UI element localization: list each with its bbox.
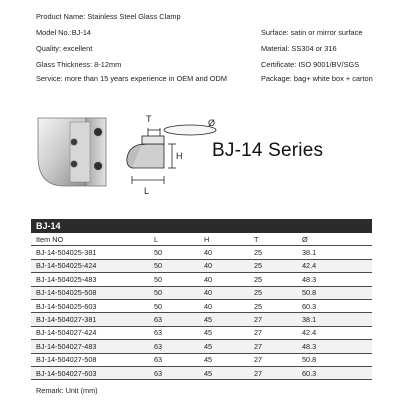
- cell-h: 40: [204, 301, 213, 311]
- cell-diameter: 50.8: [302, 355, 317, 365]
- cell-l: 63: [154, 355, 163, 365]
- table-row: [31, 366, 372, 379]
- cell-t: 25: [254, 274, 263, 284]
- cell-diameter: 48.3: [302, 341, 317, 351]
- cell-diameter: 60.3: [302, 301, 317, 311]
- cell-item-no: BJ-14-504025-483: [36, 274, 97, 284]
- dim-label-diameter: Ø: [208, 118, 216, 128]
- cell-h: 40: [204, 274, 213, 284]
- cell-l: 63: [154, 341, 163, 351]
- cell-item-no: BJ-14-504027-381: [36, 315, 97, 325]
- cell-item-no: BJ-14-504025-381: [36, 248, 97, 258]
- table-body: [31, 246, 372, 380]
- col-header-diameter: Ø: [302, 234, 308, 244]
- cell-item-no: BJ-14-504025-603: [36, 301, 97, 311]
- dim-label-h: H: [176, 151, 183, 161]
- cell-t: 27: [254, 368, 263, 378]
- clamp-photo: [38, 118, 106, 186]
- cell-t: 27: [254, 341, 263, 351]
- cell-h: 40: [204, 248, 213, 258]
- cell-t: 25: [254, 288, 263, 298]
- cell-item-no: BJ-14-504025-508: [36, 288, 97, 298]
- cell-h: 40: [204, 261, 213, 271]
- remark-text: Remark: Unit (mm): [36, 386, 98, 395]
- table-row: [31, 259, 372, 272]
- table-row: [31, 286, 372, 299]
- cell-item-no: BJ-14-504027-508: [36, 355, 97, 365]
- spec-model-no: Model No.:BJ-14: [36, 28, 92, 37]
- cell-item-no: BJ-14-504027-424: [36, 328, 97, 338]
- table-row: [31, 326, 372, 339]
- cell-l: 50: [154, 261, 163, 271]
- cell-item-no: BJ-14-504027-603: [36, 368, 97, 378]
- cell-t: 25: [254, 301, 263, 311]
- spec-service: Service: more than 15 years experience in OEM and ODM: [36, 74, 228, 83]
- cell-l: 63: [154, 315, 163, 325]
- clamp-product-image: [30, 108, 230, 198]
- cell-h: 45: [204, 341, 213, 351]
- cell-h: 45: [204, 355, 213, 365]
- spec-material: Material: SS304 or 316: [261, 44, 337, 53]
- cell-h: 45: [204, 368, 213, 378]
- dim-label-t: T: [146, 114, 152, 124]
- cell-l: 63: [154, 368, 163, 378]
- cell-item-no: BJ-14-504027-483: [36, 341, 97, 351]
- spec-product-name: Product Name: Stainless Steel Glass Clamp: [36, 12, 181, 21]
- spec-table: [31, 233, 372, 380]
- table-row: [31, 340, 372, 353]
- cell-l: 50: [154, 274, 163, 284]
- table-header-row: [31, 233, 372, 246]
- col-header-item-no: Item NO: [36, 234, 64, 244]
- table-row: [31, 273, 372, 286]
- table-title: BJ-14: [36, 221, 61, 231]
- cell-t: 25: [254, 248, 263, 258]
- cell-l: 63: [154, 328, 163, 338]
- cell-l: 50: [154, 248, 163, 258]
- cell-h: 45: [204, 328, 213, 338]
- dim-label-l: L: [144, 186, 150, 196]
- cell-diameter: 50.8: [302, 288, 317, 298]
- series-title: BJ-14 Series: [212, 140, 324, 161]
- cell-h: 40: [204, 288, 213, 298]
- cell-item-no: BJ-14-504025-424: [36, 261, 97, 271]
- table-title-bar: [31, 219, 372, 233]
- cell-l: 50: [154, 288, 163, 298]
- cell-diameter: 38.1: [302, 248, 317, 258]
- spec-surface: Surface: satin or mirror surface: [261, 28, 363, 37]
- spec-glass-thickness: Glass Thickness: 8-12mm: [36, 60, 122, 69]
- col-header-l: L: [154, 234, 159, 244]
- cell-t: 27: [254, 328, 263, 338]
- table-row: [31, 313, 372, 326]
- table-row: [31, 353, 372, 366]
- cell-h: 45: [204, 315, 213, 325]
- table-row: [31, 246, 372, 259]
- clamp-dimension-drawing: [127, 125, 216, 184]
- table-row: [31, 299, 372, 312]
- cell-diameter: 48.3: [302, 274, 317, 284]
- col-header-t: T: [254, 234, 259, 244]
- cell-diameter: 60.3: [302, 368, 317, 378]
- spec-certificate: Certificate: ISO 9001/BV/SGS: [261, 60, 360, 69]
- spec-package: Package: bag+ white box + carton: [261, 74, 373, 83]
- cell-diameter: 42.4: [302, 261, 317, 271]
- cell-diameter: 38.1: [302, 315, 317, 325]
- spec-quality: Quality: excellent: [36, 44, 93, 53]
- cell-t: 27: [254, 355, 263, 365]
- col-header-h: H: [204, 234, 210, 244]
- cell-t: 27: [254, 315, 263, 325]
- cell-t: 25: [254, 261, 263, 271]
- cell-l: 50: [154, 301, 163, 311]
- cell-diameter: 42.4: [302, 328, 317, 338]
